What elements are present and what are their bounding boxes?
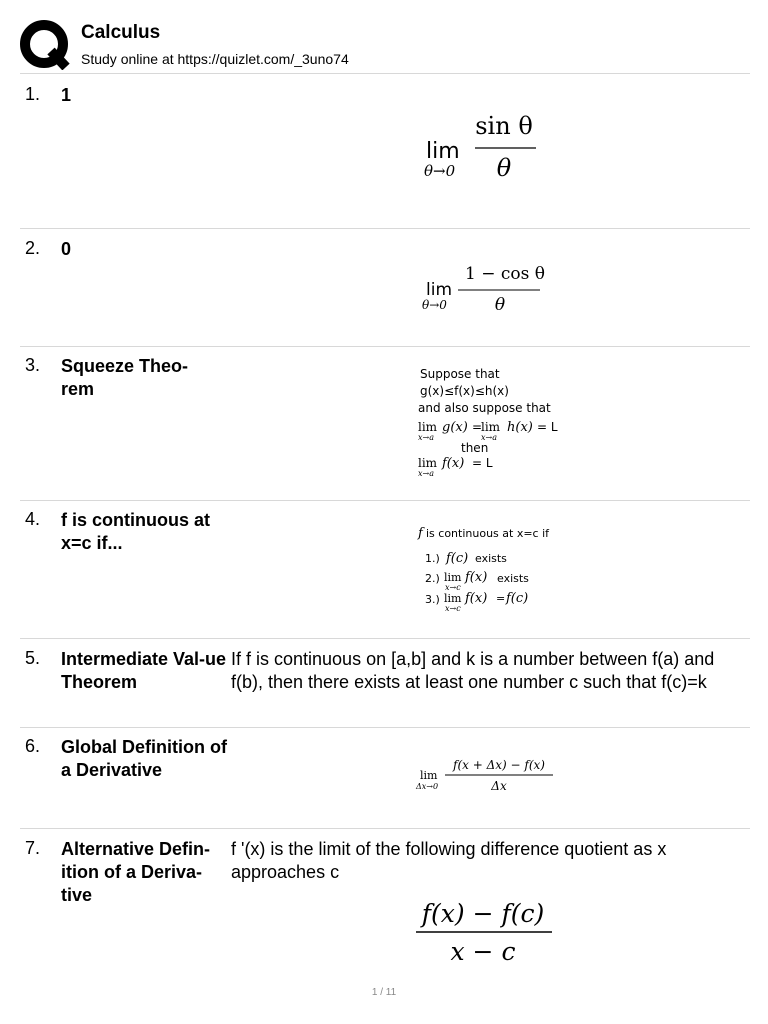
lim-label: lim [418, 456, 438, 470]
item-number: 1.) [425, 552, 440, 565]
card-number: 3. [25, 355, 41, 375]
denominator: θ [494, 295, 506, 315]
text-line: g(x)≤f(x)≤h(x) [420, 384, 509, 398]
equals-L: = L [472, 456, 493, 470]
text-line: Suppose that [420, 367, 500, 381]
text-line: is continuous at x=c if [426, 527, 550, 540]
formula-image-continuity [414, 520, 564, 620]
lim-subscript: x→c [445, 583, 461, 592]
numerator: f(x + Δx) − f(x) [453, 758, 545, 772]
numerator: f(x) − f(c) [421, 899, 545, 928]
numerator: 1 − cos θ [465, 264, 545, 284]
formula-image-squeeze-theorem [414, 364, 564, 482]
page-header [0, 0, 768, 74]
lim-label: lim [444, 571, 462, 584]
lim-label: lim [481, 420, 501, 434]
divider [20, 73, 750, 74]
formula-image-sin-limit [418, 104, 548, 188]
card-term: Squeeze Theo-rem [61, 356, 189, 399]
card-term: Intermediate Val-ue Theorem [61, 649, 227, 692]
card-number: 7. [25, 838, 41, 858]
denominator: x − c [450, 937, 516, 966]
card-number: 5. [25, 648, 41, 668]
f-of-x: f(x) [465, 570, 488, 585]
card-number: 4. [25, 509, 41, 529]
divider [20, 500, 750, 501]
item-number: 3.) [425, 593, 440, 606]
equals: = [472, 420, 483, 434]
card-number: 6. [25, 736, 41, 756]
formula-image-alt-derivative [412, 892, 554, 966]
divider [20, 727, 750, 728]
lim-label: lim [444, 592, 462, 605]
divider [20, 346, 750, 347]
item-number: 2.) [425, 572, 440, 585]
lim-label: lim [426, 280, 453, 300]
lim-label: lim [418, 420, 438, 434]
exists-label: exists [475, 552, 507, 565]
lim-subscript: x→a [481, 433, 497, 442]
lim-label: lim [426, 139, 460, 164]
card-definition: If f is continuous on [a,b] and k is a number between f(a) and f(b), then there exists at least one number c such that f(c)=k [231, 649, 715, 692]
denominator: Δx [491, 779, 507, 793]
card-number: 1. [25, 84, 41, 104]
exists-label: exists [497, 572, 529, 585]
divider [20, 638, 750, 639]
formula-image-cos-limit [416, 255, 552, 323]
lim-subscript: θ→0 [422, 298, 447, 312]
divider [20, 828, 750, 829]
lim-subscript: x→a [418, 469, 434, 478]
equals: = [496, 592, 506, 605]
card-definition: f '(x) is the limit of the following difference quotient as x approaches c [231, 839, 667, 882]
lim-subscript: x→a [418, 433, 434, 442]
f-of-c: f(c) [506, 591, 529, 606]
denominator: θ [496, 154, 512, 182]
f-of-c: f(c) [446, 551, 469, 566]
lim-subscript: θ→0 [424, 162, 456, 180]
formula-image-global-derivative [414, 752, 556, 798]
document-title: Calculus [81, 22, 161, 43]
lim-subscript: x→c [445, 604, 461, 613]
text-line: and also suppose that [418, 401, 551, 415]
study-online-link[interactable]: Study online at https://quizlet.com/_3uno74 [81, 51, 349, 67]
page-number: 1 / 11 [371, 987, 397, 998]
quizlet-logo-icon [20, 20, 70, 70]
lim-label: lim [420, 769, 438, 782]
divider [20, 228, 750, 229]
card-term: f is continuous at x=c if... [61, 510, 211, 553]
h-of-x: h(x) [507, 420, 533, 435]
f-symbol: f [418, 526, 423, 541]
card-term: Alternative Defin-ition of a Deriva-tive [61, 839, 211, 905]
then-label: then [461, 441, 489, 455]
card-term: 0 [61, 239, 72, 259]
card-term: Global Definition of a Derivative [61, 737, 227, 780]
numerator: sin θ [475, 112, 533, 140]
g-of-x: g(x) [442, 420, 468, 435]
card-number: 2. [25, 238, 41, 258]
f-of-x: f(x) [465, 591, 488, 606]
equals-L: = L [537, 420, 558, 434]
f-of-x: f(x) [442, 456, 465, 471]
card-term: 1 [61, 85, 72, 105]
lim-subscript: Δx→0 [416, 782, 439, 791]
